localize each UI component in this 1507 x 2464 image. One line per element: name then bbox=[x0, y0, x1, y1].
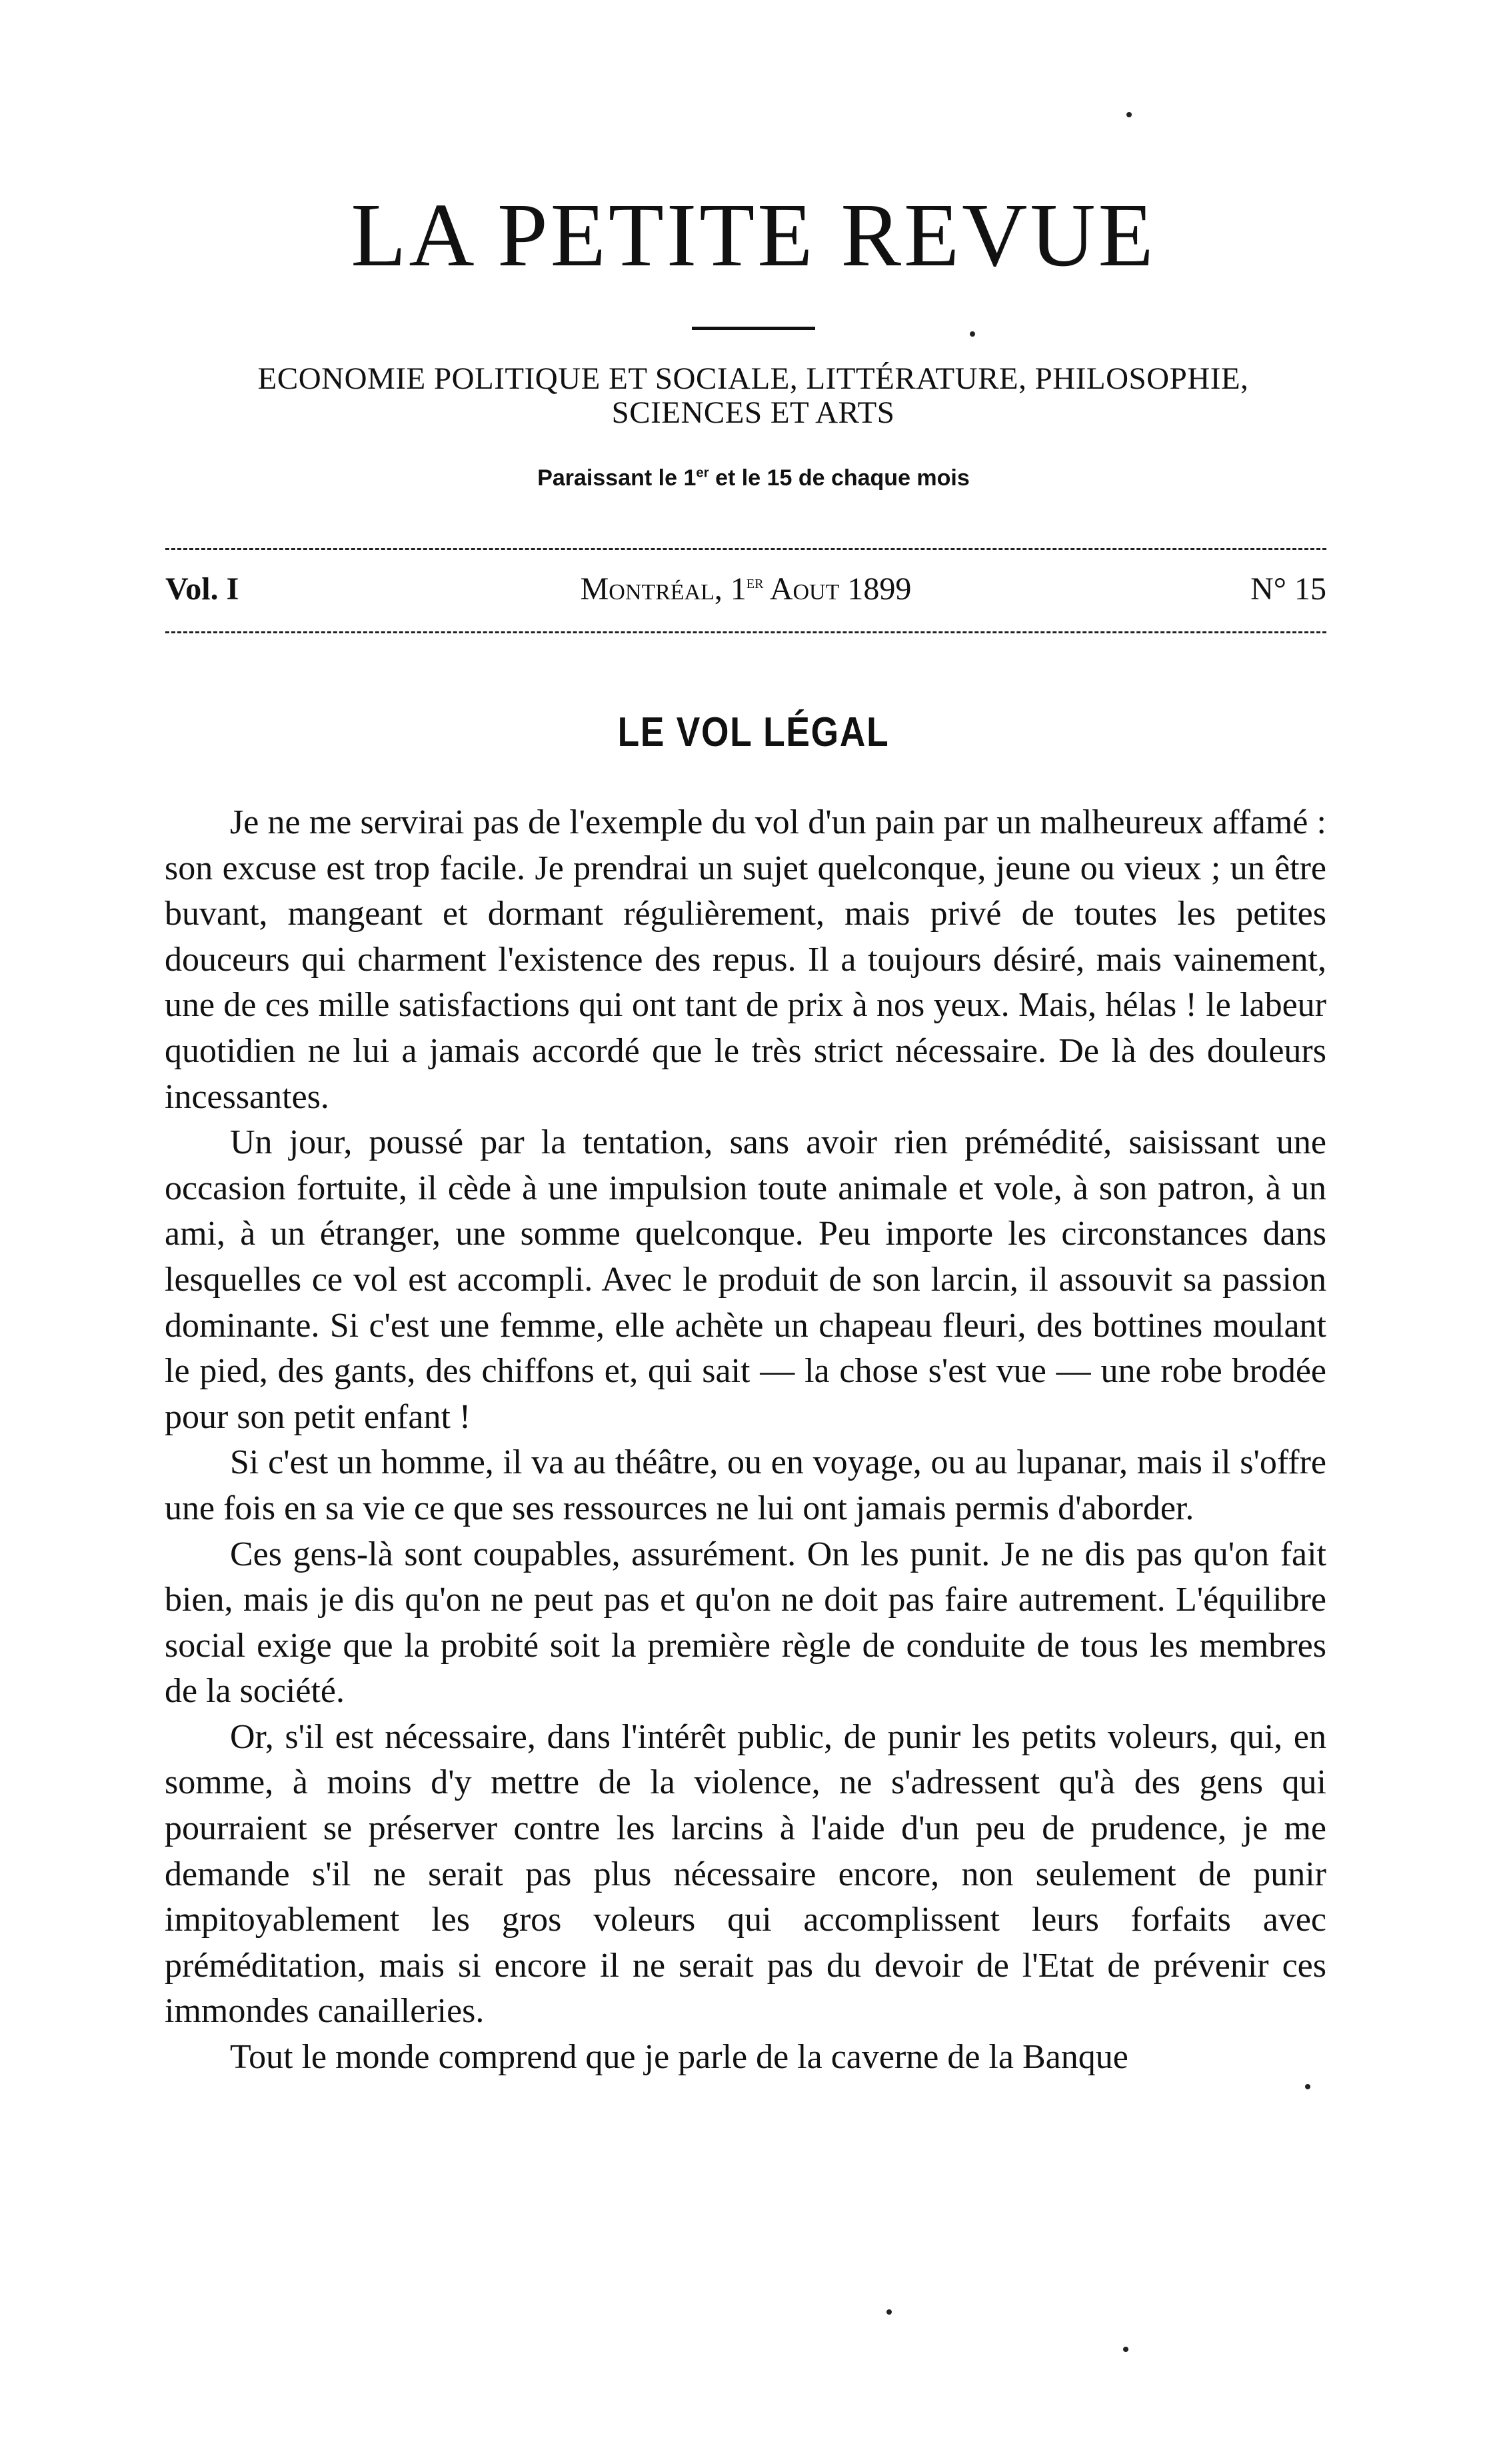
issue-number: N° 15 bbox=[1250, 571, 1326, 607]
issue-rule-bottom bbox=[165, 631, 1326, 633]
article-paragraph: Or, s'il est nécessaire, dans l'intérêt public, de punir les petits voleurs, qui, en somme, à moins d'y mettre de la violence, ne s'adressent qu'à des gens qui pourraient se préserver contre les larcins à l'aide d'un peu de prudence, je me demande s'il ne serait pas plus nécessaire encore, non seulement de punir impitoyablement les gros voleurs qui accomplissent leurs forfaits avec préméditation, mais si encore il ne serait pas du devoir de l'Etat de prévenir ces immondes canailleries. bbox=[165, 1717, 1326, 2031]
article-paragraph: Ces gens-là sont coupables, assurément. On les punit. Je ne dis pas qu'on fait bien, mais je dis qu'on ne peut pas et qu'on ne doit pas faire autrement. L'équilibre social exige que la probité soit la première règle de conduite de tous les membres de la société. bbox=[165, 1535, 1326, 1711]
journal-title: LA PETITE REVUE bbox=[351, 185, 1156, 285]
frequency-text-after: et le 15 de chaque mois bbox=[709, 465, 970, 491]
volume-label: Vol. I bbox=[165, 571, 239, 607]
place-and-date bbox=[165, 573, 1326, 605]
article-paragraph: Si c'est un homme, il va au théâtre, ou en voyage, ou au lupanar, mais il s'offre une fois en sa vie ce que ses ressources ne lui ont jamais permis d'aborder. bbox=[165, 1443, 1326, 1527]
publication-frequency bbox=[0, 467, 1507, 489]
printer-dot-mark bbox=[886, 2309, 892, 2315]
title-rule bbox=[692, 327, 815, 330]
journal-subtitle-line-1: ECONOMIE POLITIQUE ET SOCIALE, LITTÉRATURE, PHILOSOPHIE, bbox=[257, 361, 1249, 396]
frequency-text-before: Paraissant le 1 bbox=[537, 465, 697, 491]
place-date-after: Aout 1899 bbox=[763, 571, 912, 607]
article-title: LE VOL LÉGAL bbox=[617, 709, 890, 755]
article-paragraph: Tout le monde comprend que je parle de la caverne de la Banque bbox=[230, 2038, 1128, 2077]
article-body bbox=[165, 800, 1326, 2081]
printer-dot-mark bbox=[1126, 112, 1132, 117]
place-date-superscript: er bbox=[746, 571, 764, 593]
printer-dot-mark bbox=[1123, 2347, 1128, 2352]
article-paragraph: Je ne me servirai pas de l'exemple du vol d'un pain par un malheureux affamé : son excuse est trop facile. Je prendrai un sujet quelconque, jeune ou vieux ; un être buvant, mangeant et dormant régulièrement, mais privé de toutes les petites douceurs qui charment l'existence des repus. Il a toujours désiré, mais vainement, une de ces mille satisfactions qui ont tant de prix à nos yeux. Mais, hélas ! le labeur quotidien ne lui a jamais accordé que le très strict nécessaire. De là des douleurs incessantes. bbox=[165, 803, 1326, 1116]
issue-rule-top bbox=[165, 548, 1326, 550]
journal-subtitle-line-2: SCIENCES ET ARTS bbox=[611, 395, 895, 430]
frequency-superscript: er bbox=[696, 465, 709, 481]
printer-dot-mark bbox=[970, 331, 975, 337]
printer-dot-mark bbox=[1305, 2084, 1310, 2089]
article-paragraph: Un jour, poussé par la tentation, sans avoir rien prémédité, saisissant une occasion fortuite, il cède à une impulsion toute animale et vole, à son patron, à un ami, à un étranger, une somme quelconque. Peu importe les circonstances dans lesquelles ce vol est accompli. Avec le produit de son larcin, il assouvit sa passion dominante. Si c'est une femme, elle achète un chapeau fleuri, des bottines moulant le pied, des gants, des chiffons et, qui sait — la chose s'est vue — une robe brodée pour son petit enfant ! bbox=[165, 1123, 1326, 1436]
place-date-before: Montréal, 1 bbox=[580, 571, 747, 607]
